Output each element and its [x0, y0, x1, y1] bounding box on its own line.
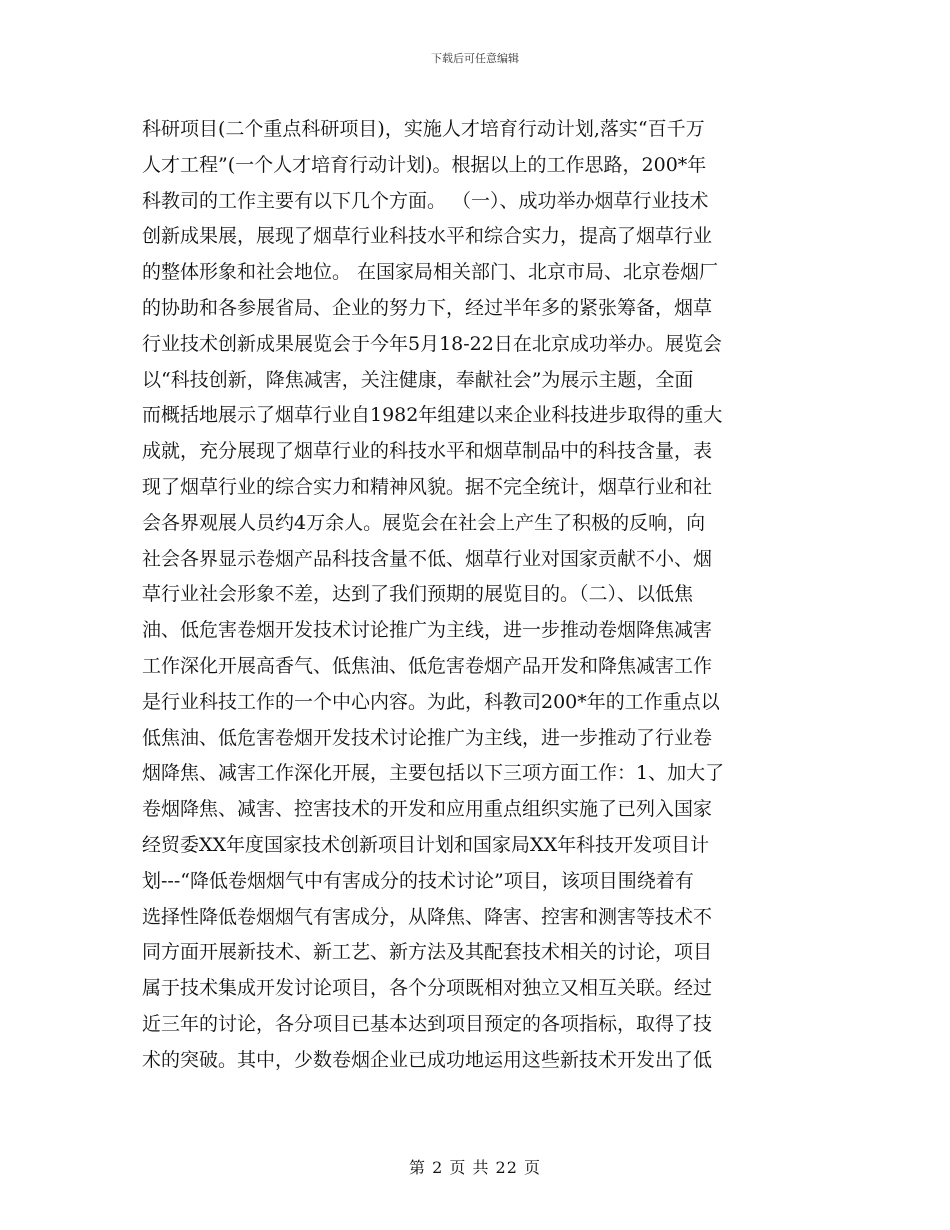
text-line: 的协助和各参展省局、企业的努力下，经过半年多的紧张筹备，烟草: [142, 296, 713, 319]
text-line: 低焦油、低危害卷烟开发技术讨论推广为主线，进一步推动了行业卷: [142, 726, 713, 749]
text-line: 同方面开展新技术、新工艺、新方法及其配套技术相关的讨论，项目: [142, 941, 713, 964]
text-line: 烟降焦、减害工作深化开展，主要包括以下三项方面工作：1、加大了: [142, 762, 725, 785]
text-line: 行业技术创新成果展览会于今年5月18-22日在北京成功举办。展览会: [142, 332, 722, 355]
text-line: 选择性降低卷烟烟气有害成分，从降焦、降害、控害和测害等技术不: [142, 905, 713, 928]
text-line: 人才工程”(一个人才培育行动计划)。根据以上的工作思路，200*年: [142, 153, 707, 176]
text-line: 油、低危害卷烟开发技术讨论推广为主线，进一步推动卷烟降焦减害: [142, 619, 713, 642]
text-line: 科研项目(二个重点科研项目)，实施人才培育行动计划,落实“百千万: [142, 118, 705, 140]
text-line: 会各界观展人员约4万余人。展览会在社会上产生了积极的反响，向: [142, 511, 706, 534]
text-line: 是行业科技工作的一个中心内容。为此，科教司200*年的工作重点以: [142, 690, 720, 713]
text-line: 卷烟降焦、减害、控害技术的开发和应用重点组织实施了已列入国家: [142, 798, 713, 821]
text-line: 工作深化开展高香气、低焦油、低危害卷烟产品开发和降焦减害工作: [142, 654, 713, 677]
text-line: 的整体形象和社会地位。 在国家局相关部门、北京市局、北京卷烟厂: [142, 261, 719, 284]
text-line: 经贸委XX年度国家技术创新项目计划和国家局XX年科技开发项目计: [142, 833, 710, 856]
text-line: 而概括地展示了烟草行业自1982年组建以来企业科技进步取得的重大: [142, 404, 723, 427]
text-line: 草行业社会形象不差，达到了我们预期的展览目的。（二）、以低焦: [142, 583, 694, 606]
text-line: 成就，充分展现了烟草行业的科技水平和烟草制品中的科技含量，表: [142, 440, 713, 463]
page-header-note: 下载后可任意编辑: [431, 52, 519, 65]
page-number-footer: 第 2 页 共 22 页: [409, 1158, 541, 1177]
document-body: [142, 112, 804, 1079]
text-line: 术的突破。其中，少数卷烟企业已成功地运用这些新技术开发出了低: [142, 1048, 713, 1071]
text-line: 划---“降低卷烟烟气中有害成分的技术讨论”项目，该项目围绕着有: [142, 869, 694, 892]
text-line: 现了烟草行业的综合实力和精神风貌。据不完全统计，烟草行业和社: [142, 475, 713, 498]
text-line: 科教司的工作主要有以下几个方面。 （一）、成功举办烟草行业技术: [142, 189, 709, 212]
text-line: 以“科技创新，降焦减害，关注健康，奉献社会”为展示主题，全面: [142, 368, 694, 391]
text-line: 社会各界显示卷烟产品科技含量不低、烟草行业对国家贡献不小、烟: [142, 547, 713, 570]
text-line: 属于技术集成开发讨论项目，各个分项既相对独立又相互关联。经过: [142, 977, 713, 1000]
text-line: 创新成果展，展现了烟草行业科技水平和综合实力，提高了烟草行业: [142, 225, 713, 248]
text-line: 近三年的讨论，各分项目已基本达到项目预定的各项指标，取得了技: [142, 1012, 713, 1035]
